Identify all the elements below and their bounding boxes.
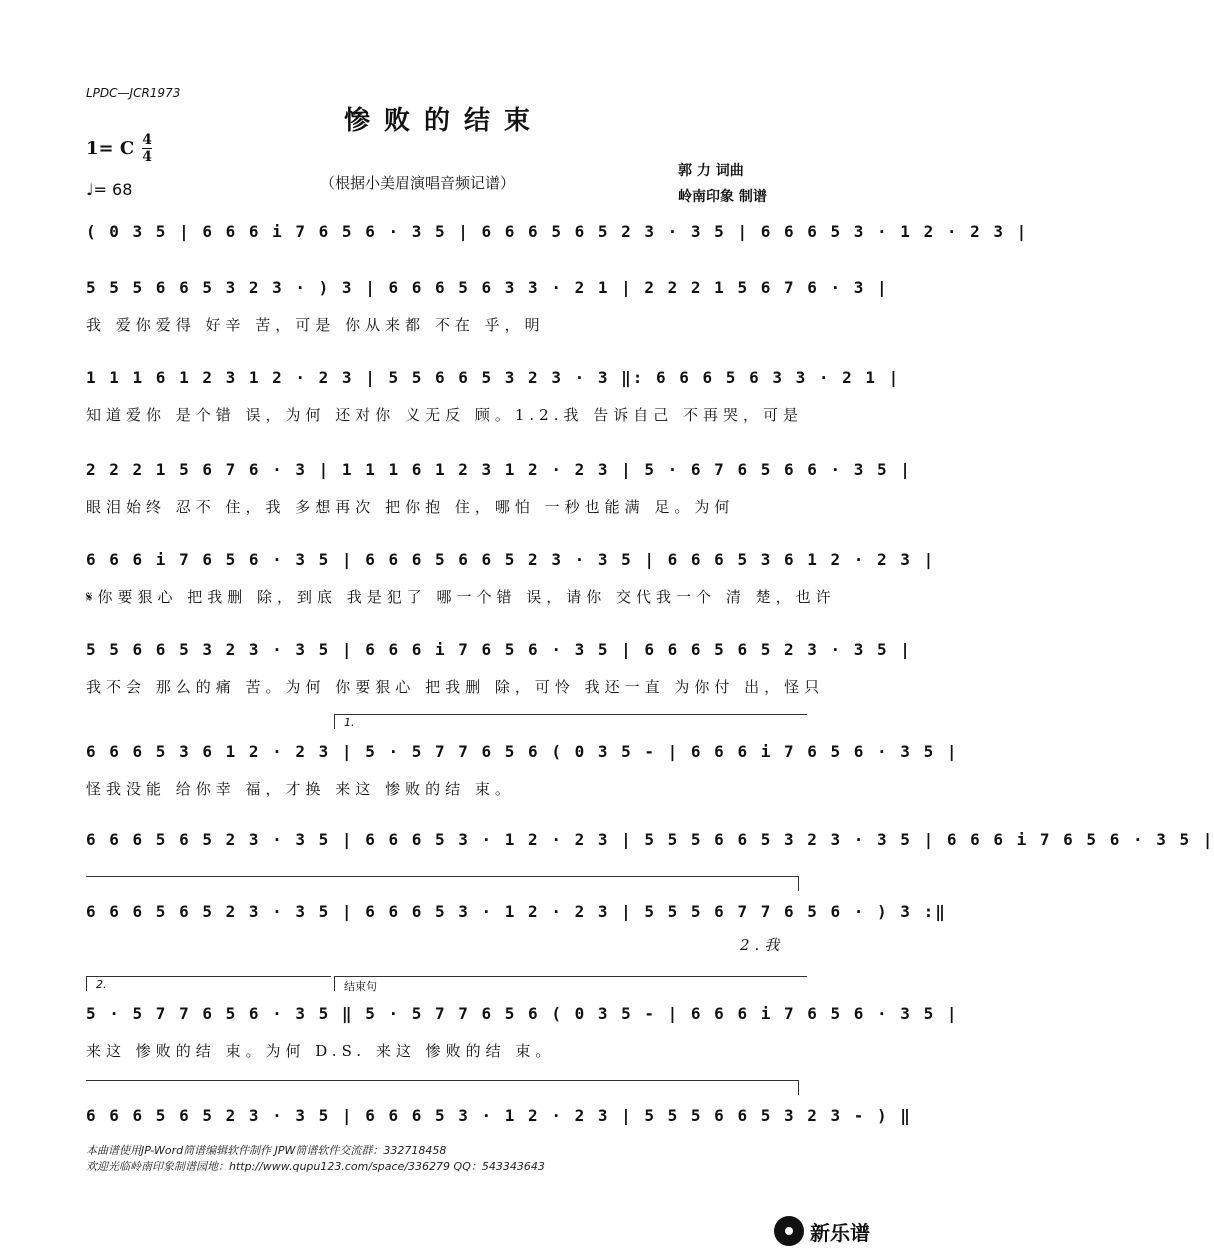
score-row-1: ( 0 3 5 | 6 6 6 i 7 6 5 6 · 3 5 | 6 6 6 5 6 5 2 3 · 3 5 | 6 6 6 5 3 · 1 2 · 2 3 | (86, 222, 1029, 241)
credits (678, 158, 767, 210)
final-bracket (86, 1080, 799, 1095)
lyrics-row-10: 来这 惨败的结 束。为何 D.S. 来这 惨败的结 束。 (86, 1042, 556, 1060)
credit-lyricist: 郭 力 词曲 (678, 163, 744, 179)
tempo-marking: ♩= 68 (86, 180, 133, 199)
subtitle: （根据小美眉演唱音频记谱） (320, 174, 516, 192)
lyrics-row-6: 我不会 那么的痛 苦。为何 你要狠心 把我删 除，可怜 我还一直 为你付 出，怪只 (86, 678, 825, 696)
lyrics-row-7: 怪我没能 给你幸 福，才换 来这 惨败的结 束。 (86, 780, 515, 798)
site-logo (774, 1216, 870, 1246)
key-label: 1= C (86, 138, 135, 159)
lyrics-row-3: 知道爱你 是个错 误，为何 还对你 义无反 顾。1.2.我 告诉自己 不再哭，可是 (86, 406, 804, 424)
time-bottom: 4 (142, 149, 152, 165)
lyrics-row-2: 我 爱你爱得 好辛 苦，可是 你从来都 不在 乎，明 (86, 316, 545, 334)
key-signature (86, 132, 152, 165)
ending-1-bracket (334, 714, 807, 729)
score-row-7: 6 6 6 5 3 6 1 2 · 2 3 | 5 · 5 7 7 6 5 6 ( 0 3 5 - | 6 6 6 i 7 6 5 6 · 3 5 | (86, 742, 959, 761)
lyrics-row-4: 眼泪始终 忍不 住，我 多想再次 把你抱 住，哪怕 一秒也能满 足。为何 (86, 498, 735, 516)
logo-text: 新乐谱 (810, 1220, 870, 1245)
lyrics-row-5: 𝄋你要狠心 把我删 除，到底 我是犯了 哪一个错 误，请你 交代我一个 清 楚，也许 (86, 588, 836, 606)
score-row-9: 6 6 6 5 6 5 2 3 · 3 5 | 6 6 6 5 3 · 1 2 · 2 3 | 5 5 5 6 7 7 6 5 6 · ) 3 :‖ (86, 902, 947, 921)
credit-arranger: 岭南印象 制谱 (678, 189, 767, 205)
score-row-2: 5 5 5 6 6 5 3 2 3 · ) 3 | 6 6 6 5 6 3 3 · 2 1 | 2 2 2 1 5 6 7 6 · 3 | (86, 278, 889, 297)
repeat-bracket (86, 876, 799, 891)
ending-2-label: 2. (96, 978, 107, 991)
record-icon (774, 1216, 804, 1246)
song-title: 惨败的结束 (343, 106, 544, 136)
time-signature (142, 132, 152, 165)
score-code: LPDC—JCR1973 (86, 86, 181, 100)
footer-line-2: 欢迎光临岭南印象制谱园地：http://www.qupu123.com/space/336279 QQ：543343643 (86, 1160, 545, 1173)
score-row-8: 6 6 6 5 6 5 2 3 · 3 5 | 6 6 6 5 3 · 1 2 · 2 3 | 5 5 5 6 6 5 3 2 3 · 3 5 | 6 6 6 i 7 6 5 6 · 3 5 | (86, 830, 1214, 849)
footer-line-1: 本曲谱使用JP-Word简谱编辑软件制作 JPW简谱软件交流群：332718458 (86, 1144, 447, 1157)
lyrics-row-9: 2.我 (740, 936, 785, 954)
time-top: 4 (142, 132, 152, 148)
score-row-10: 5 · 5 7 7 6 5 6 · 3 5 ‖ 5 · 5 7 7 6 5 6 ( 0 3 5 - | 6 6 6 i 7 6 5 6 · 3 5 | (86, 1004, 959, 1023)
ending-2-bracket (86, 976, 331, 991)
score-row-6: 5 5 6 6 5 3 2 3 · 3 5 | 6 6 6 i 7 6 5 6 · 3 5 | 6 6 6 5 6 5 2 3 · 3 5 | (86, 640, 912, 659)
score-row-3: 1 1 1 6 1 2 3 1 2 · 2 3 | 5 5 6 6 5 3 2 3 · 3 ‖: 6 6 6 5 6 3 3 · 2 1 | (86, 368, 901, 387)
coda-bracket (334, 976, 807, 991)
coda-label: 结束句 (344, 980, 377, 993)
score-row-5: 6 6 6 i 7 6 5 6 · 3 5 | 6 6 6 5 6 6 5 2 3 · 3 5 | 6 6 6 5 3 6 1 2 · 2 3 | (86, 550, 936, 569)
score-row-4: 2 2 2 1 5 6 7 6 · 3 | 1 1 1 6 1 2 3 1 2 · 2 3 | 5 · 6 7 6 5 6 6 · 3 5 | (86, 460, 912, 479)
score-row-11: 6 6 6 5 6 5 2 3 · 3 5 | 6 6 6 5 3 · 1 2 · 2 3 | 5 5 5 6 6 5 3 2 3 - ) ‖ (86, 1106, 912, 1125)
ending-1-label: 1. (344, 716, 355, 729)
